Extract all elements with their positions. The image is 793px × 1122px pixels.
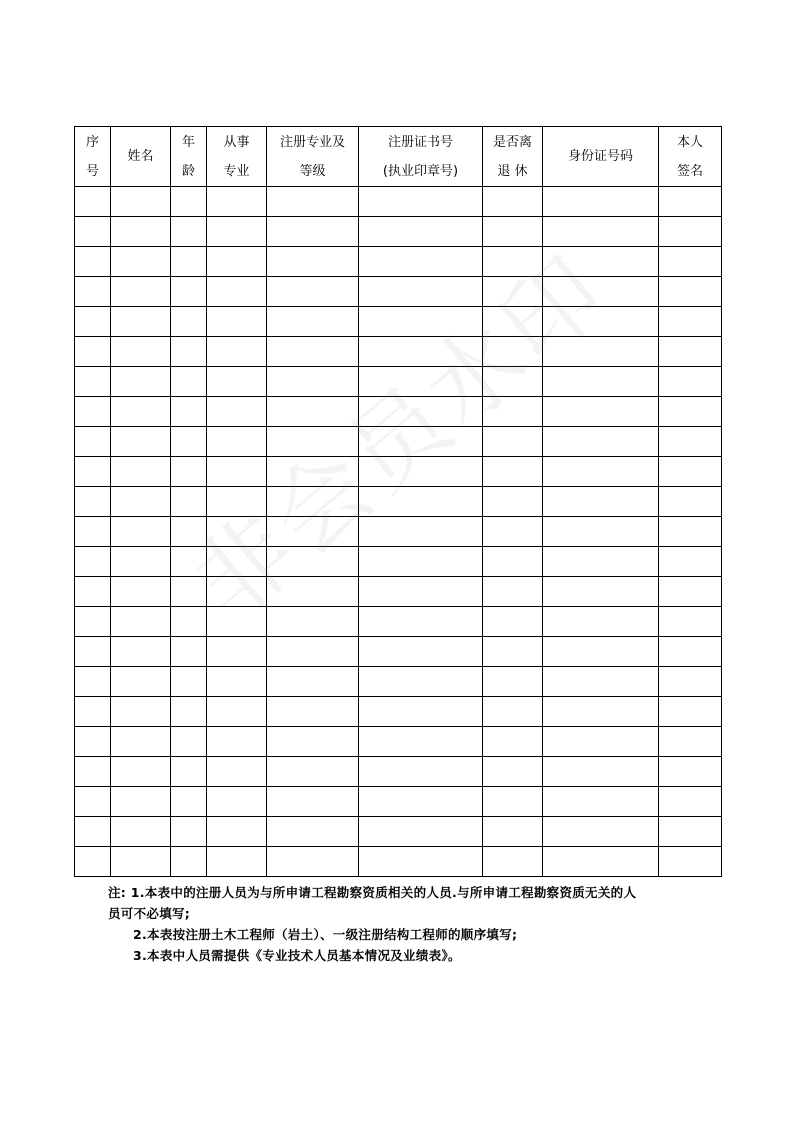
table-cell-seq[interactable] (75, 697, 111, 727)
table-cell-cert-no[interactable] (359, 487, 483, 517)
table-cell-retired[interactable] (483, 367, 543, 397)
header-reg-specialty (267, 127, 359, 187)
header-cert-no-line: 注册证书号 (387, 134, 453, 150)
table-row (75, 307, 722, 337)
table-cell-name[interactable] (111, 277, 171, 307)
table-cell-field[interactable] (207, 457, 267, 487)
table-cell-name[interactable] (111, 607, 171, 637)
table-cell-signature[interactable] (659, 727, 722, 757)
table-cell-age[interactable] (171, 247, 207, 277)
table-cell-cert-no[interactable] (359, 697, 483, 727)
table-row (75, 487, 722, 517)
table-cell-reg-specialty[interactable] (267, 697, 359, 727)
table-cell-age[interactable] (171, 397, 207, 427)
table-cell-retired[interactable] (483, 187, 543, 217)
table-cell-name[interactable] (111, 337, 171, 367)
table-cell-signature[interactable] (659, 787, 722, 817)
table-cell-reg-specialty[interactable] (267, 397, 359, 427)
table-cell-name[interactable] (111, 367, 171, 397)
table-cell-id-no[interactable] (543, 457, 659, 487)
table-cell-id-no[interactable] (543, 337, 659, 367)
table-cell-field[interactable] (207, 607, 267, 637)
table-cell-name[interactable] (111, 397, 171, 427)
table-cell-retired[interactable] (483, 697, 543, 727)
table-cell-reg-specialty[interactable] (267, 217, 359, 247)
table-cell-reg-specialty[interactable] (267, 337, 359, 367)
table-cell-name[interactable] (111, 547, 171, 577)
table-cell-age[interactable] (171, 697, 207, 727)
table-cell-seq[interactable] (75, 247, 111, 277)
table-cell-seq[interactable] (75, 847, 111, 877)
table-cell-signature[interactable] (659, 457, 722, 487)
table-cell-reg-specialty[interactable] (267, 487, 359, 517)
watermark: 非会员水印 (172, 233, 628, 642)
header-seq (75, 127, 111, 187)
table-cell-id-no[interactable] (543, 727, 659, 757)
table-cell-name[interactable] (111, 457, 171, 487)
table-cell-seq[interactable] (75, 607, 111, 637)
table-cell-field[interactable] (207, 187, 267, 217)
table-cell-field[interactable] (207, 547, 267, 577)
table-cell-signature[interactable] (659, 637, 722, 667)
note-1-line-1: 注: 1.本表中的注册人员为与所申请工程勘察资质相关的人员.与所申请工程勘察资质无关的人 (108, 885, 637, 900)
table-cell-id-no[interactable] (543, 307, 659, 337)
table-cell-signature[interactable] (659, 217, 722, 247)
table-cell-name[interactable] (111, 427, 171, 457)
table-cell-cert-no[interactable] (359, 817, 483, 847)
table-cell-name[interactable] (111, 757, 171, 787)
table-cell-id-no[interactable] (543, 397, 659, 427)
table-cell-retired[interactable] (483, 337, 543, 367)
table-cell-reg-specialty[interactable] (267, 247, 359, 277)
header-id-no-line: 身份证号码 (567, 149, 633, 164)
table-cell-id-no[interactable] (543, 187, 659, 217)
header-seq-line: 序 (85, 134, 99, 150)
table-cell-reg-specialty[interactable] (267, 787, 359, 817)
table-cell-retired[interactable] (483, 277, 543, 307)
table-cell-age[interactable] (171, 547, 207, 577)
table-cell-reg-specialty[interactable] (267, 637, 359, 667)
header-field-line: 专业 (223, 163, 250, 179)
table-cell-seq[interactable] (75, 757, 111, 787)
table-cell-seq[interactable] (75, 517, 111, 547)
header-reg-specialty-line: 注册专业及 (279, 134, 345, 150)
table-cell-signature[interactable] (659, 277, 722, 307)
table-cell-cert-no[interactable] (359, 727, 483, 757)
table-row (75, 277, 722, 307)
table-body (75, 187, 722, 877)
table-cell-age[interactable] (171, 277, 207, 307)
table-cell-signature[interactable] (659, 667, 722, 697)
table-cell-cert-no[interactable] (359, 277, 483, 307)
table-cell-signature[interactable] (659, 247, 722, 277)
table-cell-name[interactable] (111, 787, 171, 817)
table-cell-field[interactable] (207, 277, 267, 307)
table-row (75, 547, 722, 577)
table-cell-seq[interactable] (75, 727, 111, 757)
table-cell-name[interactable] (111, 697, 171, 727)
table-cell-retired[interactable] (483, 427, 543, 457)
table-cell-age[interactable] (171, 307, 207, 337)
table-cell-age[interactable] (171, 217, 207, 247)
table-cell-name[interactable] (111, 517, 171, 547)
table-cell-id-no[interactable] (543, 817, 659, 847)
table-cell-cert-no[interactable] (359, 757, 483, 787)
header-field (207, 127, 267, 187)
header-name (111, 127, 171, 187)
table-cell-reg-specialty[interactable] (267, 667, 359, 697)
table-cell-reg-specialty[interactable] (267, 277, 359, 307)
table-cell-age[interactable] (171, 667, 207, 697)
table-cell-age[interactable] (171, 637, 207, 667)
table-cell-cert-no[interactable] (359, 247, 483, 277)
table-cell-reg-specialty[interactable] (267, 367, 359, 397)
table-cell-id-no[interactable] (543, 667, 659, 697)
table-cell-cert-no[interactable] (359, 517, 483, 547)
table-cell-retired[interactable] (483, 217, 543, 247)
table-cell-age[interactable] (171, 757, 207, 787)
table-cell-field[interactable] (207, 337, 267, 367)
table-cell-signature[interactable] (659, 697, 722, 727)
table-cell-seq[interactable] (75, 487, 111, 517)
table-row (75, 247, 722, 277)
table-cell-name[interactable] (111, 637, 171, 667)
table-row (75, 457, 722, 487)
table-cell-name[interactable] (111, 307, 171, 337)
table-row (75, 787, 722, 817)
table-cell-seq[interactable] (75, 667, 111, 697)
table-cell-seq[interactable] (75, 277, 111, 307)
table-row (75, 187, 722, 217)
table-cell-field[interactable] (207, 787, 267, 817)
table-cell-name[interactable] (111, 487, 171, 517)
note-1-line-2: 员可不必填写; (108, 906, 191, 921)
table-cell-signature[interactable] (659, 337, 722, 367)
table-cell-id-no[interactable] (543, 427, 659, 457)
table-cell-age[interactable] (171, 457, 207, 487)
table-cell-age[interactable] (171, 187, 207, 217)
header-field-line: 从事 (223, 134, 250, 150)
table-cell-age[interactable] (171, 367, 207, 397)
table-cell-age[interactable] (171, 847, 207, 877)
table-cell-reg-specialty[interactable] (267, 427, 359, 457)
table-cell-signature[interactable] (659, 577, 722, 607)
table-cell-field[interactable] (207, 817, 267, 847)
table-row (75, 337, 722, 367)
header-cert-no-line: (执业印章号) (382, 163, 459, 179)
table-cell-field[interactable] (207, 427, 267, 457)
table-row (75, 607, 722, 637)
table-cell-signature[interactable] (659, 307, 722, 337)
header-age (171, 127, 207, 187)
table-row (75, 667, 722, 697)
table-cell-retired[interactable] (483, 667, 543, 697)
table-cell-age[interactable] (171, 727, 207, 757)
table-cell-field[interactable] (207, 667, 267, 697)
personnel-table (74, 126, 722, 877)
header-age-line: 龄 (181, 163, 195, 179)
table-cell-cert-no[interactable] (359, 307, 483, 337)
table-cell-reg-specialty[interactable] (267, 517, 359, 547)
note-3: 3.本表中人员需提供《专业技术人员基本情况及业绩表》。 (133, 948, 461, 963)
table-cell-age[interactable] (171, 607, 207, 637)
table-cell-reg-specialty[interactable] (267, 307, 359, 337)
table-cell-cert-no[interactable] (359, 607, 483, 637)
table-row (75, 517, 722, 547)
table-cell-cert-no[interactable] (359, 187, 483, 217)
table-cell-signature[interactable] (659, 427, 722, 457)
table-cell-signature[interactable] (659, 187, 722, 217)
table-cell-age[interactable] (171, 427, 207, 457)
table-cell-id-no[interactable] (543, 847, 659, 877)
table-cell-field[interactable] (207, 247, 267, 277)
table-row (75, 637, 722, 667)
table-cell-id-no[interactable] (543, 247, 659, 277)
header-cert-no (359, 127, 483, 187)
table-cell-field[interactable] (207, 517, 267, 547)
note-2: 2.本表按注册土木工程师（岩土）、一级注册结构工程师的顺序填写; (133, 927, 518, 942)
table-cell-signature[interactable] (659, 757, 722, 787)
table-cell-id-no[interactable] (543, 607, 659, 637)
table-cell-name[interactable] (111, 247, 171, 277)
table-cell-name[interactable] (111, 187, 171, 217)
table-cell-signature[interactable] (659, 397, 722, 427)
table-cell-id-no[interactable] (543, 487, 659, 517)
table-cell-seq[interactable] (75, 547, 111, 577)
table-cell-field[interactable] (207, 637, 267, 667)
table-cell-seq[interactable] (75, 217, 111, 247)
table-cell-reg-specialty[interactable] (267, 457, 359, 487)
table-cell-id-no[interactable] (543, 517, 659, 547)
table-row (75, 697, 722, 727)
table-row (75, 757, 722, 787)
table-cell-cert-no[interactable] (359, 637, 483, 667)
table-cell-retired[interactable] (483, 727, 543, 757)
table-cell-name[interactable] (111, 667, 171, 697)
table-cell-signature[interactable] (659, 607, 722, 637)
table-cell-cert-no[interactable] (359, 547, 483, 577)
header-retired (483, 127, 543, 187)
table-cell-cert-no[interactable] (359, 457, 483, 487)
header-signature-line: 签名 (676, 163, 703, 179)
table-cell-field[interactable] (207, 487, 267, 517)
table-cell-name[interactable] (111, 577, 171, 607)
header-age-line: 年 (181, 134, 195, 150)
table-cell-field[interactable] (207, 757, 267, 787)
table-cell-retired[interactable] (483, 397, 543, 427)
table-cell-field[interactable] (207, 367, 267, 397)
table-row (75, 367, 722, 397)
table-cell-retired[interactable] (483, 517, 543, 547)
table-cell-cert-no[interactable] (359, 217, 483, 247)
table-row (75, 847, 722, 877)
header-retired-line: 是否离 (492, 134, 532, 150)
table-cell-cert-no[interactable] (359, 787, 483, 817)
table-cell-id-no[interactable] (543, 637, 659, 667)
table-cell-id-no[interactable] (543, 277, 659, 307)
table-cell-seq[interactable] (75, 187, 111, 217)
table-cell-retired[interactable] (483, 637, 543, 667)
header-signature-line: 本人 (676, 134, 703, 150)
table-row (75, 217, 722, 247)
table-cell-signature[interactable] (659, 517, 722, 547)
table-cell-seq[interactable] (75, 337, 111, 367)
table-cell-id-no[interactable] (543, 547, 659, 577)
table-row (75, 427, 722, 457)
table-cell-field[interactable] (207, 697, 267, 727)
table-cell-reg-specialty[interactable] (267, 607, 359, 637)
table-cell-seq[interactable] (75, 577, 111, 607)
table-cell-reg-specialty[interactable] (267, 577, 359, 607)
table-cell-cert-no[interactable] (359, 847, 483, 877)
header-retired-line: 退 休 (497, 163, 528, 179)
table-cell-seq[interactable] (75, 787, 111, 817)
table-cell-id-no[interactable] (543, 577, 659, 607)
table-cell-retired[interactable] (483, 607, 543, 637)
table-cell-field[interactable] (207, 727, 267, 757)
table-cell-signature[interactable] (659, 817, 722, 847)
table-cell-field[interactable] (207, 847, 267, 877)
table-cell-name[interactable] (111, 817, 171, 847)
table-cell-signature[interactable] (659, 547, 722, 577)
table-cell-retired[interactable] (483, 487, 543, 517)
table-row (75, 397, 722, 427)
table-cell-reg-specialty[interactable] (267, 187, 359, 217)
table-cell-retired[interactable] (483, 847, 543, 877)
table-cell-age[interactable] (171, 577, 207, 607)
table-cell-reg-specialty[interactable] (267, 757, 359, 787)
table-cell-name[interactable] (111, 847, 171, 877)
table-notes (108, 882, 708, 966)
table-cell-reg-specialty[interactable] (267, 547, 359, 577)
table-cell-reg-specialty[interactable] (267, 817, 359, 847)
table-cell-retired[interactable] (483, 547, 543, 577)
table-cell-reg-specialty[interactable] (267, 847, 359, 877)
table-cell-field[interactable] (207, 397, 267, 427)
table-cell-retired[interactable] (483, 457, 543, 487)
table-cell-field[interactable] (207, 307, 267, 337)
table-cell-name[interactable] (111, 217, 171, 247)
table-cell-id-no[interactable] (543, 757, 659, 787)
table-cell-age[interactable] (171, 337, 207, 367)
header-id-no (543, 127, 659, 187)
table-cell-seq[interactable] (75, 457, 111, 487)
table-cell-retired[interactable] (483, 577, 543, 607)
table-cell-cert-no[interactable] (359, 667, 483, 697)
table-cell-seq[interactable] (75, 427, 111, 457)
table-cell-seq[interactable] (75, 367, 111, 397)
table-cell-retired[interactable] (483, 817, 543, 847)
table-cell-age[interactable] (171, 787, 207, 817)
table-cell-id-no[interactable] (543, 367, 659, 397)
header-seq-line: 号 (85, 163, 99, 179)
table-row (75, 577, 722, 607)
table-cell-seq[interactable] (75, 637, 111, 667)
table-header-row (75, 127, 722, 187)
table-cell-id-no[interactable] (543, 787, 659, 817)
table-cell-retired[interactable] (483, 307, 543, 337)
table-cell-seq[interactable] (75, 397, 111, 427)
table-cell-cert-no[interactable] (359, 397, 483, 427)
table-cell-id-no[interactable] (543, 217, 659, 247)
table-cell-seq[interactable] (75, 307, 111, 337)
table-cell-cert-no[interactable] (359, 577, 483, 607)
table-cell-age[interactable] (171, 517, 207, 547)
table-cell-cert-no[interactable] (359, 427, 483, 457)
table-cell-retired[interactable] (483, 247, 543, 277)
header-signature (659, 127, 722, 187)
table-row (75, 817, 722, 847)
table-cell-retired[interactable] (483, 757, 543, 787)
table-cell-seq[interactable] (75, 817, 111, 847)
header-reg-specialty-line: 等级 (299, 163, 326, 179)
table-cell-reg-specialty[interactable] (267, 727, 359, 757)
table-cell-name[interactable] (111, 727, 171, 757)
table-cell-retired[interactable] (483, 787, 543, 817)
table-cell-signature[interactable] (659, 847, 722, 877)
table-cell-signature[interactable] (659, 367, 722, 397)
header-name-line: 姓名 (127, 149, 154, 164)
table-cell-cert-no[interactable] (359, 367, 483, 397)
table-cell-cert-no[interactable] (359, 337, 483, 367)
table-row (75, 727, 722, 757)
table-cell-signature[interactable] (659, 487, 722, 517)
table-cell-field[interactable] (207, 577, 267, 607)
table-cell-field[interactable] (207, 217, 267, 247)
table-cell-age[interactable] (171, 817, 207, 847)
table-cell-age[interactable] (171, 487, 207, 517)
table-cell-id-no[interactable] (543, 697, 659, 727)
